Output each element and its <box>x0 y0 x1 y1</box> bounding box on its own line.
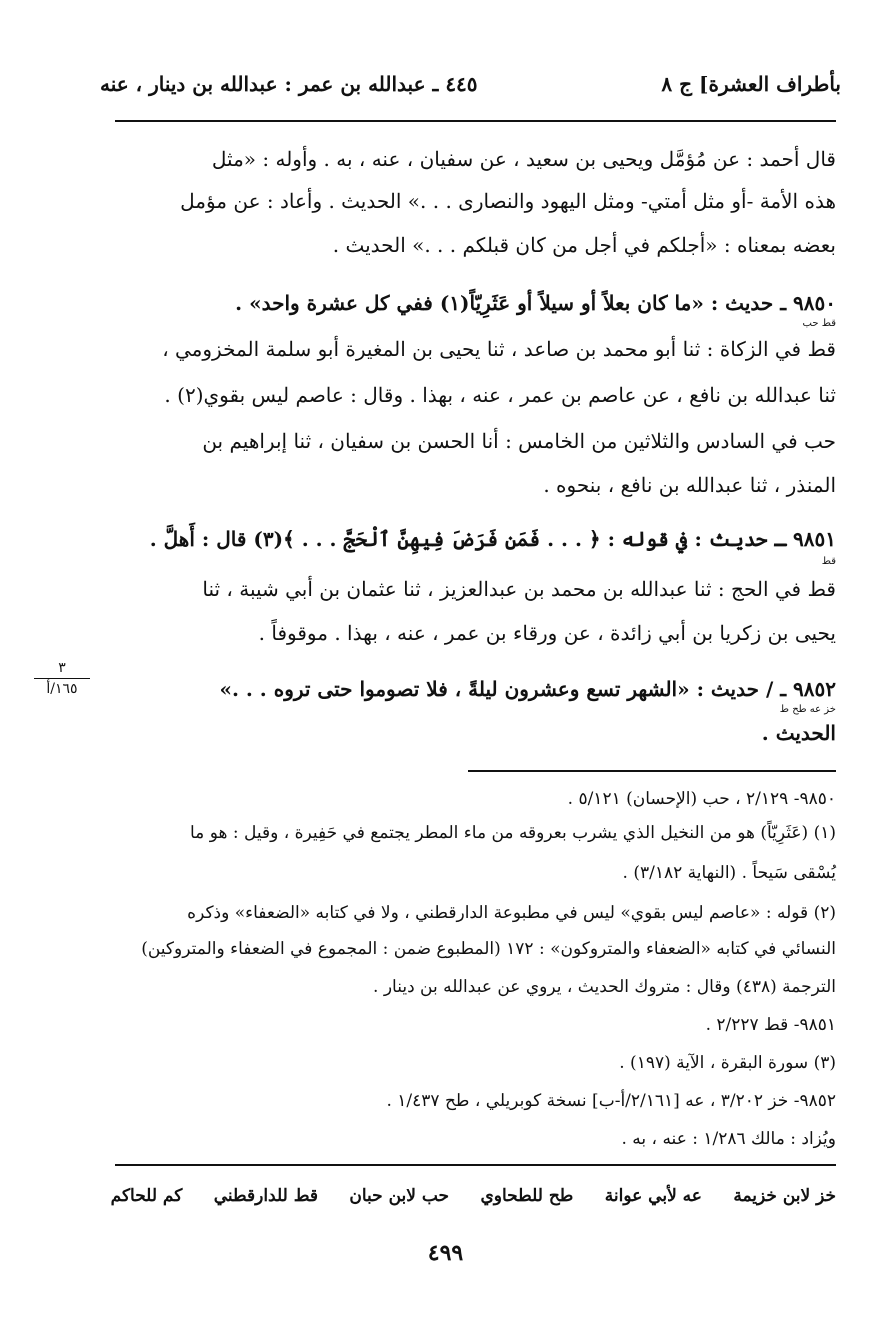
footnote-rule <box>468 770 836 772</box>
header-rule <box>115 120 836 122</box>
margin-folio-note <box>34 660 90 697</box>
footnote-line: (١) (عَثَرِيّاً) هو من النخيل الذي يشرب بعروقه من ماء المطر يجتمع في حَفِيرة ، وقيل : هو ما <box>190 823 836 843</box>
footnote-line: يُسْقى سَيحاً . (النهاية ٣/١٨٢) . <box>622 863 836 883</box>
text-line: يحيى بن زكريا بن أبي زائدة ، عن ورقاء بن عمر ، عنه ، بهذا . موقوفاً . <box>258 621 836 645</box>
margin-folio-top: ٣ <box>58 660 66 676</box>
footnote-line: (٢) قوله : «عاصم ليس بقوي» ليس في مطبوعة الدارقطني ، ولا في كتابه «الضعفاء» وذكره <box>187 903 836 923</box>
abbreviations-key <box>112 1186 836 1206</box>
hadith-9850-heading: ٩٨٥٠ ـ حديث : «ما كان بعلاً أو سيلاً أو عَثَرِيّاً(١) ففي كل عشرة واحد» . <box>235 291 836 315</box>
footnote-line: ٩٨٥٢- خز ٣/٢٠٢ ، عه [٢/١٦١/أ-ب] نسخة كوبريلي ، طح ١/٤٣٧ . <box>386 1091 836 1111</box>
hadith-9852-heading: ٩٨٥٢ ـ / حديث : «الشهر تسع وعشرون ليلةً ، فلا تصوموا حتى تروه . . .» <box>219 677 836 701</box>
footnote-line: الترجمة (٤٣٨) وقال : متروك الحديث ، يروي عن عبدالله بن دينار . <box>373 977 836 997</box>
page-number: ٤٩٩ <box>427 1240 464 1266</box>
abbreviation-item: قط للدارقطني <box>213 1186 318 1206</box>
abbreviation-item: حب لابن حبان <box>349 1186 450 1206</box>
text-line: ثنا عبدالله بن نافع ، عن عاصم بن عمر ، عنه ، بهذا . وقال : عاصم ليس بقوي(٢) . <box>164 383 836 407</box>
margin-folio-bottom: ١٦٥/أ <box>34 678 90 697</box>
abbreviations-rule <box>115 1164 836 1166</box>
text-line: قط في الحج : ثنا عبدالله بن محمد بن عبدالعزيز ، ثنا عثمان بن أبي شيبة ، ثنا <box>202 577 836 601</box>
text-line: حب في السادس والثلاثين من الخامس : أنا الحسن بن سفيان ، ثنا إبراهيم بن <box>202 429 836 453</box>
text-line: المنذر ، ثنا عبدالله بن نافع ، بنحوه . <box>543 473 836 497</box>
text-line: قال أحمد : عن مُؤمَّل ويحيى بن سعيد ، عن سفيان ، عنه ، به . وأوله : «مثل <box>211 147 836 171</box>
abbreviation-item: عه لأبي عوانة <box>604 1186 702 1206</box>
footnote-line: (٣) سورة البقرة ، الآية (١٩٧) . <box>619 1053 836 1073</box>
footnote-line: النسائي في كتابه «الضعفاء والمتروكون» : ١٧٢ (المطبوع ضمن : المجموع في الضعفاء والمتروكين) <box>141 939 836 959</box>
header-section-title: ٤٤٥ ـ عبدالله بن عمر : عبدالله بن دينار ، عنه <box>100 72 478 96</box>
hadith-9851-sources: قط <box>821 556 836 567</box>
text-line: قط في الزكاة : ثنا أبو محمد بن صاعد ، ثنا يحيى بن المغيرة أبو سلمة المخزومي ، <box>162 337 836 361</box>
text-line: هذه الأمة -أو مثل أمتي- ومثل اليهود والنصارى . . .» الحديث . وأعاد : عن مؤمل <box>180 189 836 213</box>
footnote-line: ٩٨٥٠- ٢/١٢٩ ، حب (الإحسان) ٥/١٢١ . <box>567 789 836 809</box>
abbreviation-item: خز لابن خزيمة <box>733 1186 836 1206</box>
footnote-line: ٩٨٥١- قط ٢/٢٢٧ . <box>705 1015 836 1035</box>
text-line: الحديث . <box>761 721 836 745</box>
hadith-9852-sources: خز عه طح ط <box>779 704 836 715</box>
header-book-title: بأطراف العشرة] ج ٨ <box>661 72 841 96</box>
hadith-9850-sources: قط حب <box>802 318 836 329</box>
hadith-9851-heading: ٩٨٥١ ـ حديث : في قوله : ﴿ . . . فَمَن فَرَضَ فِيهِنَّ ٱلْحَجَّ . . . ﴾(٣) قال : أَهلَّ . <box>149 527 836 551</box>
abbreviation-item: كم للحاكم <box>110 1186 183 1206</box>
footnote-line: ويُزاد : مالك ١/٢٨٦ : عنه ، به . <box>621 1129 836 1149</box>
abbreviation-item: طح للطحاوي <box>480 1186 574 1206</box>
text-line: بعضه بمعناه : «أجلكم في أجل من كان قبلكم . . .» الحديث . <box>332 233 836 257</box>
running-header <box>100 72 841 106</box>
